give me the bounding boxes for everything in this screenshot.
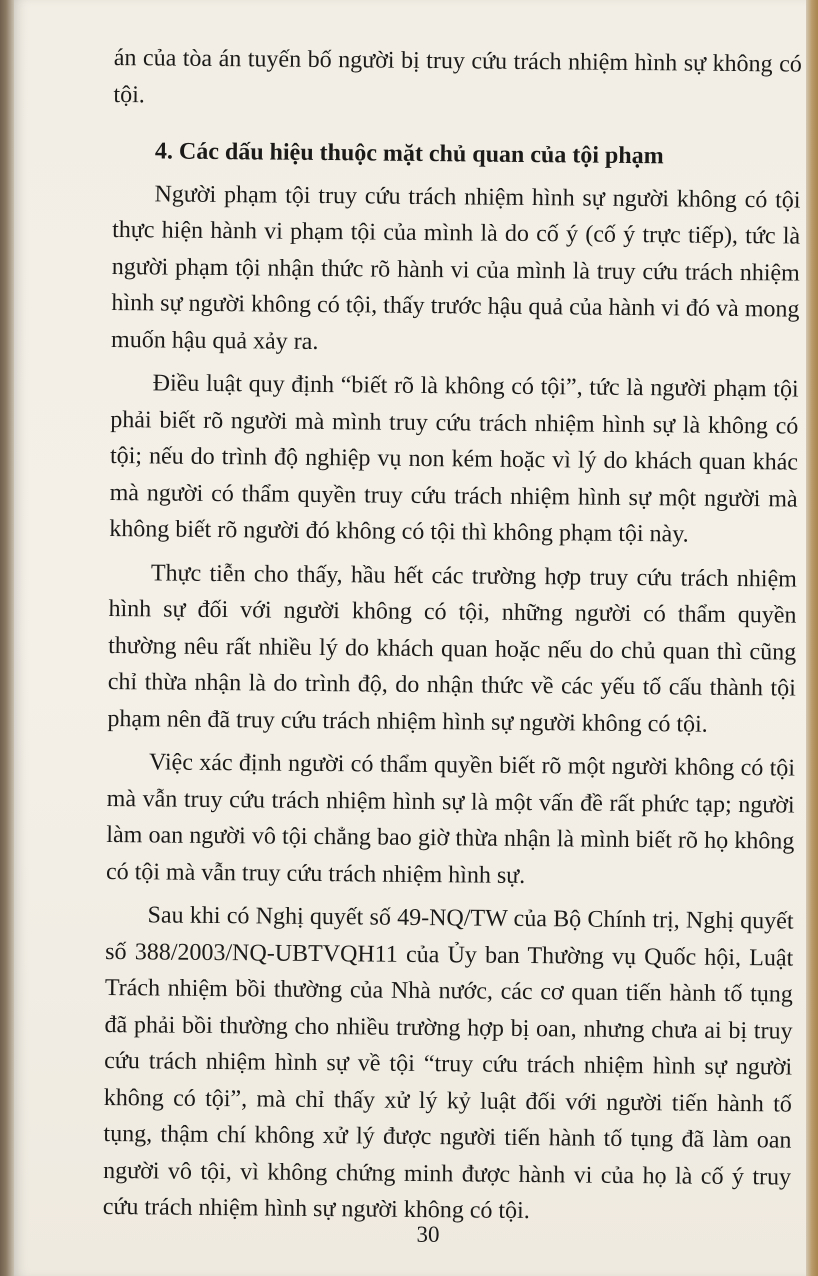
paragraph-practice: Thực tiễn cho thấy, hầu hết các trường hợp truy cứu trách nhiệm hình sự đối với người không có tội, những người có thẩm quyền thường nêu rất nhiều lý do khách quan hoặc nếu do chủ quan thì cũng chỉ thừa nhận là do trình độ, do nhận thức về các yếu tố cấu thành tội phạm nên đã truy cứu trách nhiệm hình sự người không có tội. <box>107 559 797 738</box>
section-heading: 4. Các dấu hiệu thuộc mặt chủ quan của tội phạm <box>154 138 664 170</box>
page-number-text: 30 <box>416 1222 440 1247</box>
page-number <box>14 1222 806 1248</box>
page-content <box>103 40 802 1232</box>
book-page <box>14 0 806 1276</box>
paragraph-knowing: Điều luật quy định “biết rõ là không có tội”, tức là người phạm tội phải biết rõ người mà mình truy cứu trách nhiệm hình sự là không có tội; nếu do trình độ nghiệp vụ non kém hoặc vì lý do khách quan khác mà người có thẩm quyền truy cứu trách nhiệm hình sự một người mà không biết rõ người đó không có tội thì không phạm tội này. <box>109 370 799 548</box>
paragraph-intent: Người phạm tội truy cứu trách nhiệm hình sự người không có tội thực hiện hành vi phạm tội của mình là do cố ý (cố ý trực tiếp), tức là người phạm tội nhận thức rõ hành vi của mình là truy cứu trách nhiệm hình sự người không có tội, thấy trước hậu quả của hành vi đó và mong muốn hậu quả xảy ra. <box>111 180 801 355</box>
paragraph-determination: Việc xác định người có thẩm quyền biết rõ một người không có tội mà vẫn truy cứu trách nhiệm hình sự là một vấn đề rất phức tạp; người làm oan người vô tội chẳng bao giờ thừa nhận là mình biết rõ họ không có tội mà vẫn truy cứu trách nhiệm hình sự. <box>105 749 796 889</box>
paragraph-continuation: án của tòa án tuyến bố người bị truy cứu trách nhiệm hình sự không có tội. <box>113 44 802 108</box>
paragraph-resolution: Sau khi có Nghị quyết số 49-NQ/TW của Bộ Chính trị, Nghị quyết số 388/2003/NQ-UBTVQH11 của Ủy ban Thường vụ Quốc hội, Luật Trách nhiệm bồi thường của Nhà nước, các cơ quan tiến hành tố tụng đã phải bồi thường cho nhiều trường hợp bị oan, nhưng chưa ai bị truy cứu trách nhiệm hình sự về tội “truy cứu trách nhiệm hình sự người không có tội”, mà chỉ thấy xử lý kỷ luật đối với người tiến hành tố tụng, thậm chí không xử lý được người tiến hành tố tụng đã làm oan người vô tội, vì không chứng minh được hành vi của họ là cố ý truy cứu trách nhiệm hình sự người không có tội. <box>102 902 794 1225</box>
